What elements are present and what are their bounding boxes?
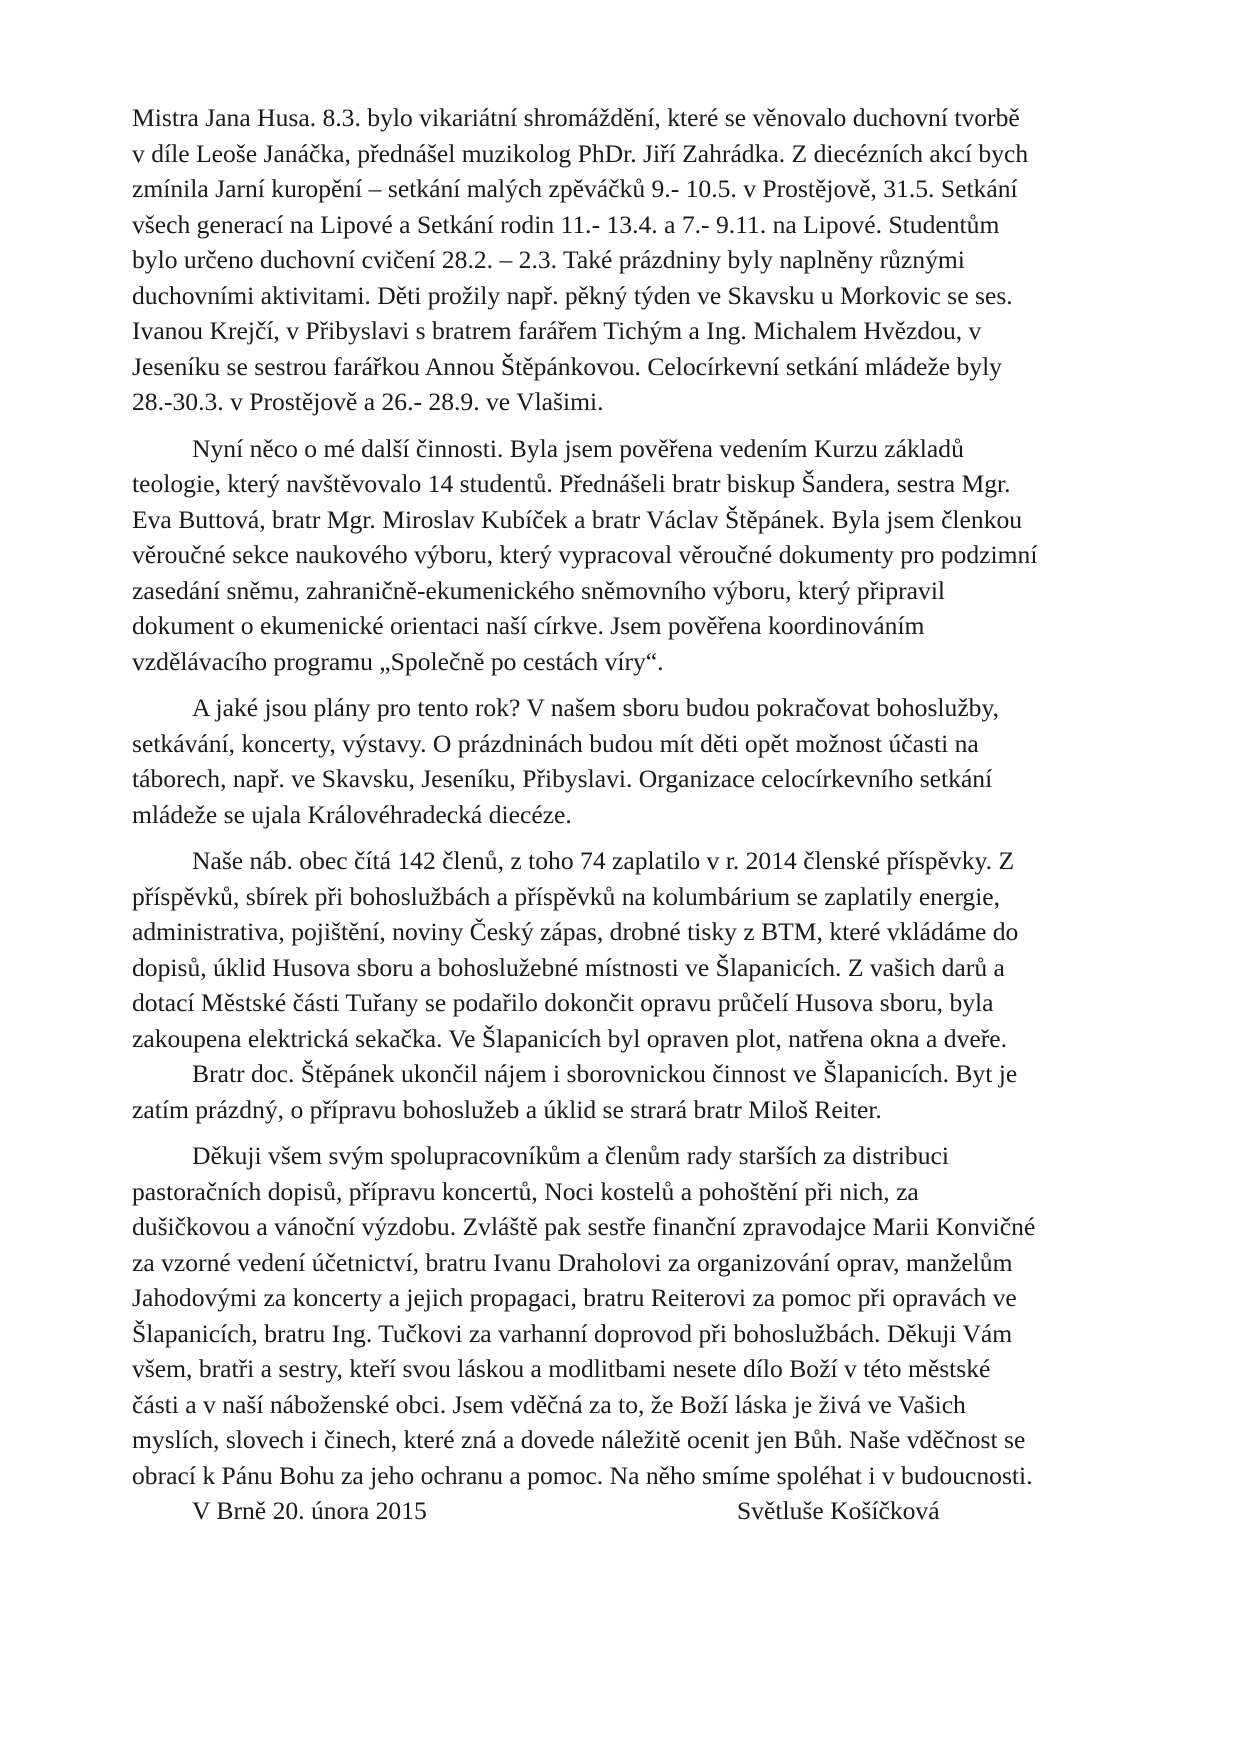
paragraph-gap (132, 679, 1152, 690)
paragraph (132, 100, 1152, 420)
paragraph (132, 431, 1152, 680)
text-line: zakoupena elektrická sekačka. Ve Šlapanicích byl opraven plot, natřena okna a dveře. (132, 1023, 1008, 1053)
paragraph (132, 843, 1152, 1056)
author-name: Světluše Košíčková (737, 1496, 940, 1525)
text-line: všech generací na Lipové a Setkání rodin 11.- 13.4. a 7.- 9.11. na Lipové. Studentům (132, 209, 1000, 239)
text-line: zatím prázdný, o přípravu bohoslužeb a úklid se strará bratr Miloš Reiter. (132, 1094, 882, 1124)
text-line: setkávání, koncerty, výstavy. O prázdninách budou mít děti opět možnost účasti na (132, 728, 979, 758)
paragraph-gap (132, 1127, 1152, 1138)
paragraph-gap (132, 420, 1152, 431)
text-line: Bratr doc. Štěpánek ukončil nájem i sborovnickou činnost ve Šlapanicích. Byt je (192, 1059, 1018, 1088)
text-line: pastoračních dopisů, přípravu koncertů, Noci kostelů a pohoštění při nich, za (132, 1176, 919, 1206)
text-line: v díle Leoše Janáčka, přednášel muzikolog PhDr. Jiří Zahrádka. Z diecézních akcí bych (132, 138, 1029, 168)
text-line: obrací k Pánu Bohu za jeho ochranu a pomoc. Na něho smíme spoléhat i v budoucnosti. (132, 1460, 1033, 1490)
text-line: za vzorné vedení účetnictví, bratru Ivanu Draholovi za organizování oprav, manželům (132, 1247, 1013, 1277)
text-line: příspěvků, sbírek při bohoslužbách a příspěvků na kolumbárium se zaplatily energie, (132, 881, 1001, 911)
paragraph (132, 690, 1152, 832)
text-line: Ivanou Krejčí, v Přibyslavi s bratrem farářem Tichým a Ing. Michalem Hvězdou, v (132, 316, 982, 345)
text-line: Děkuji všem svým spolupracovníkům a členům rady starších za distribuci (192, 1141, 949, 1170)
text-line: zmínila Jarní kuropění – setkání malých zpěváčků 9.- 10.5. v Prostějově, 31.5. Setkání (132, 174, 1018, 203)
text-line: mládeže se ujala Královéhradecká diecéze. (132, 799, 572, 829)
text-line: administrativa, pojištění, noviny Český zápas, drobné tisky z BTM, které vkládáme do (132, 917, 1019, 946)
text-line: Eva Buttová, bratr Mgr. Miroslav Kubíček a bratr Václav Štěpánek. Byla jsem členkou (132, 504, 1023, 534)
text-line: Šlapanicích, bratru Ing. Tučkovi za varhanní doprovod při bohoslužbách. Děkuji Vám (132, 1318, 1013, 1348)
text-line: táborech, např. ve Skavsku, Jeseníku, Přibyslavi. Organizace celocírkevního setkání (132, 764, 993, 793)
text-line: myslích, slovech i činech, které zná a dovede náležitě ocenit jen Bůh. Naše vděčnost se (132, 1425, 1026, 1454)
place-date: V Brně 20. února 2015 (192, 1496, 427, 1525)
text-line: dokument o ekumenické orientaci naší církve. Jsem pověřena koordinováním (132, 611, 925, 640)
signature-line (132, 1493, 1152, 1529)
text-line: Mistra Jana Husa. 8.3. bylo vikariátní shromáždění, které se věnovalo duchovní tvorbě (132, 103, 1020, 132)
text-line: zasedání sněmu, zahraničně-ekumenického sněmovního výboru, který připravil (132, 575, 946, 605)
text-line: Naše náb. obec čítá 142 členů, z toho 74 zaplatilo v r. 2014 členské příspěvky. Z (192, 846, 1015, 875)
text-line: části a v naší náboženské obci. Jsem vděčná za to, že Boží láska je živá ve Vašich (132, 1389, 966, 1419)
document-body (132, 100, 1152, 1529)
text-line: vzdělávacího programu „Společně po cestách víry“. (132, 646, 664, 676)
text-line: dotací Městské části Tuřany se podařilo dokončit opravu průčelí Husova sboru, byla (132, 988, 994, 1017)
text-line: Jeseníku se sestrou farářkou Annou Štěpánkovou. Celocírkevní setkání mládeže byly (132, 351, 1002, 381)
paragraph-gap (132, 832, 1152, 843)
text-line: dušičkovou a vánoční výzdobu. Zvláště pak sestře finanční zpravodajce Marii Konvičné (132, 1212, 1036, 1241)
text-line: 28.-30.3. v Prostějově a 26.- 28.9. ve Vlašimi. (132, 387, 604, 416)
text-line: Nyní něco o mé další činnosti. Byla jsem pověřena vedením Kurzu základů (192, 433, 964, 463)
text-line: dopisů, úklid Husova sboru a bohoslužebné místnosti ve Šlapanicích. Z vašich darů a (132, 952, 1005, 982)
text-line: teologie, který navštěvovalo 14 studentů. Přednášeli bratr biskup Šandera, sestra Mgr. (132, 469, 1011, 498)
paragraph (132, 1138, 1152, 1493)
text-line: duchovními aktivitami. Děti prožily např. pěkný týden ve Skavsku u Morkovic se ses. (132, 280, 1013, 310)
text-line: A jaké jsou plány pro tento rok? V našem sboru budou pokračovat bohoslužby, (192, 693, 1000, 722)
text-line: Jahodovými za koncerty a jejich propagaci, bratru Reiterovi za pomoc při opravách ve (132, 1283, 1017, 1312)
text-line: bylo určeno duchovní cvičení 28.2. – 2.3. Také prázdniny byly naplněny různými (132, 245, 965, 274)
paragraph (132, 1056, 1152, 1127)
text-line: všem, bratři a sestry, kteří svou láskou a modlitbami nesete dílo Boží v této městské (132, 1354, 991, 1383)
text-line: věroučné sekce naukového výboru, který vypracoval věroučné dokumenty pro podzimní (132, 540, 1038, 569)
